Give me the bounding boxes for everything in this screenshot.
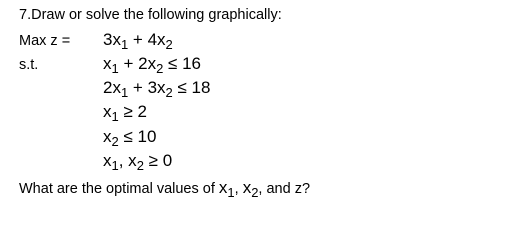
c3-s1: 1 [111, 109, 119, 124]
c1-a: x [103, 54, 112, 73]
c2-b: + 3x [128, 78, 166, 97]
constraint-4 [103, 127, 157, 149]
c1-rhs: ≤ 16 [163, 54, 201, 73]
c4-rhs: ≤ 10 [118, 127, 157, 146]
c5-s2: 2 [136, 158, 144, 173]
constraint-5 [103, 151, 173, 173]
c4-a: x [103, 127, 112, 146]
c1-b: + 2x [118, 54, 157, 73]
c5-s1: 1 [111, 158, 119, 173]
c5-a: x [103, 151, 112, 170]
c2-s1: 1 [120, 85, 129, 100]
question-prefix: What are the optimal values of [19, 181, 219, 197]
c5-rhs: ≥ 0 [143, 151, 173, 170]
objective-function [103, 30, 173, 52]
c1-s2: 2 [156, 61, 164, 76]
c2-a: 2x [103, 78, 121, 97]
objective-sub-1: 1 [120, 37, 129, 52]
c2-s2: 2 [165, 85, 173, 100]
c3-rhs: ≥ 2 [118, 102, 147, 121]
objective-sub-2: 2 [165, 37, 173, 52]
question-mid: , [234, 181, 243, 197]
question-var-2: x [242, 178, 252, 197]
c2-rhs: ≤ 18 [172, 78, 211, 97]
objective-term-2: + 4x [128, 30, 166, 49]
constraint-3 [103, 102, 147, 124]
c5-b: , x [118, 151, 137, 170]
question [19, 178, 311, 200]
question-var-1: x [218, 178, 228, 197]
subject-to-label: s.t. [19, 57, 39, 73]
question-sub-1: 1 [227, 185, 235, 200]
question-sub-2: 2 [251, 185, 259, 200]
c3-a: x [103, 102, 112, 121]
c4-s1: 2 [111, 134, 119, 149]
constraint-1 [103, 54, 201, 76]
constraint-2 [103, 78, 211, 100]
objective-term-1: 3x [103, 30, 121, 49]
c1-s1: 1 [111, 61, 119, 76]
objective-label: Max z = [19, 33, 71, 49]
problem-title: 7.Draw or solve the following graphically: [19, 7, 282, 23]
question-suffix: , and z? [258, 181, 311, 197]
